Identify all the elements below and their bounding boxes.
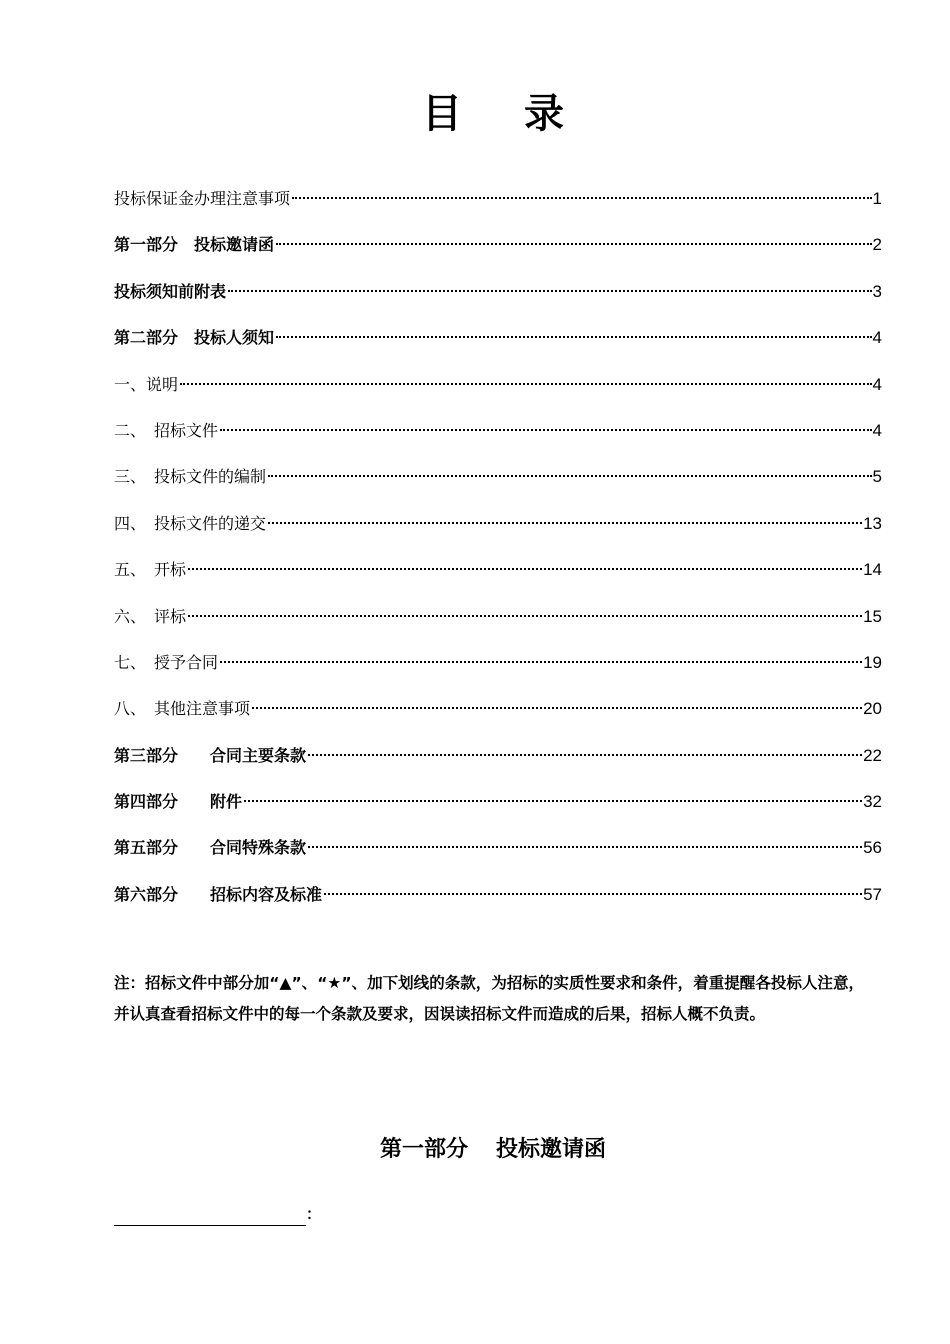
toc-entry[interactable] [114,184,882,230]
addressee-blank-underline [114,1205,306,1226]
toc-dot-leader [244,800,862,802]
toc-entry-label: 四、 投标文件的递交 [114,513,267,533]
toc-dot-leader [292,197,872,199]
toc-page-number: 32 [863,792,882,812]
toc-entry-label: 五、 开标 [114,560,187,580]
toc-dot-leader [324,893,862,895]
toc-entry-label: 第五部分 合同特殊条款 [114,838,307,858]
toc-entry[interactable] [114,880,882,926]
toc-dot-leader [220,661,862,663]
toc-page-number: 57 [863,884,882,904]
toc-entry-label: 第三部分 合同主要条款 [114,745,307,765]
notice-paragraph: 注：招标文件中部分加“▲”、“★”、加下划线的条款，为招标的实质性要求和条件，着重提醒各投标人注意，并认真查看招标文件中的每一个条款及要求，因误读招标文件而造成的后果，招标人概不负责。 [114,974,864,1023]
section-name-label: 投标邀请函 [496,1137,607,1162]
toc-dot-leader [276,243,872,245]
toc-entry[interactable] [114,741,882,787]
toc-entry[interactable] [114,323,882,369]
toc-page-number: 22 [863,745,882,765]
toc-page-number: 2 [872,235,882,255]
toc-dot-leader [188,615,862,617]
toc-entry[interactable] [114,416,882,462]
toc-page-number: 5 [872,467,882,487]
toc-page-number: 3 [872,281,882,301]
toc-entry[interactable] [114,462,882,508]
toc-page-number: 19 [863,652,882,672]
toc-page-number: 4 [872,328,882,348]
toc-entry[interactable] [114,277,882,323]
toc-entry[interactable] [114,648,882,694]
toc-entry[interactable] [114,694,882,740]
toc-dot-leader [220,429,872,431]
toc-entry-label: 二、 招标文件 [114,420,219,440]
toc-dot-leader [268,475,872,477]
toc-entry[interactable] [114,602,882,648]
toc-entry-label: 八、 其他注意事项 [114,699,251,719]
toc-entry[interactable] [114,509,882,555]
toc-entry[interactable] [114,370,882,416]
toc-entry-label: 第六部分 招标内容及标准 [114,884,323,904]
toc-dot-leader [268,522,862,524]
toc-page-number: 20 [863,699,882,719]
toc-dot-leader [308,754,862,756]
addressee-line [114,1202,321,1226]
toc-entry[interactable] [114,787,882,833]
toc-page-number: 15 [863,606,882,626]
toc-entry-label: 第一部分 投标邀请函 [114,235,275,255]
toc-dot-leader [188,568,862,570]
section-title [0,1130,950,1170]
toc-entry-label: 七、 授予合同 [114,652,219,672]
toc-entry-label: 第二部分 投标人须知 [114,328,275,348]
toc-entry-label: 六、 评标 [114,606,187,626]
toc-dot-leader [180,383,872,385]
toc-entry-label: 第四部分 附件 [114,792,243,812]
toc-dot-leader [252,707,862,709]
toc-entry-label: 三、 投标文件的编制 [114,467,267,487]
toc-dot-leader [308,846,862,848]
toc-page-number: 4 [872,420,882,440]
toc-dot-leader [276,336,872,338]
toc-page-number: 14 [863,560,882,580]
toc-entry-label: 投标须知前附表 [114,281,227,301]
toc-entry-label: 投标保证金办理注意事项 [114,189,291,208]
toc-entry[interactable] [114,555,882,601]
toc-dot-leader [228,290,872,292]
section-part-label: 第一部分 [379,1137,468,1162]
toc-page-number: 1 [872,189,882,208]
toc-entry-label: 一、说明 [114,374,179,394]
toc-page-number: 56 [863,838,882,858]
toc-entry[interactable] [114,230,882,276]
toc-title: 目 录 [422,91,588,137]
toc-page-number: 13 [863,513,882,533]
table-of-contents [114,184,882,926]
addressee-colon: ： [306,1205,322,1223]
toc-entry[interactable] [114,833,882,879]
toc-page-number: 4 [872,374,882,394]
